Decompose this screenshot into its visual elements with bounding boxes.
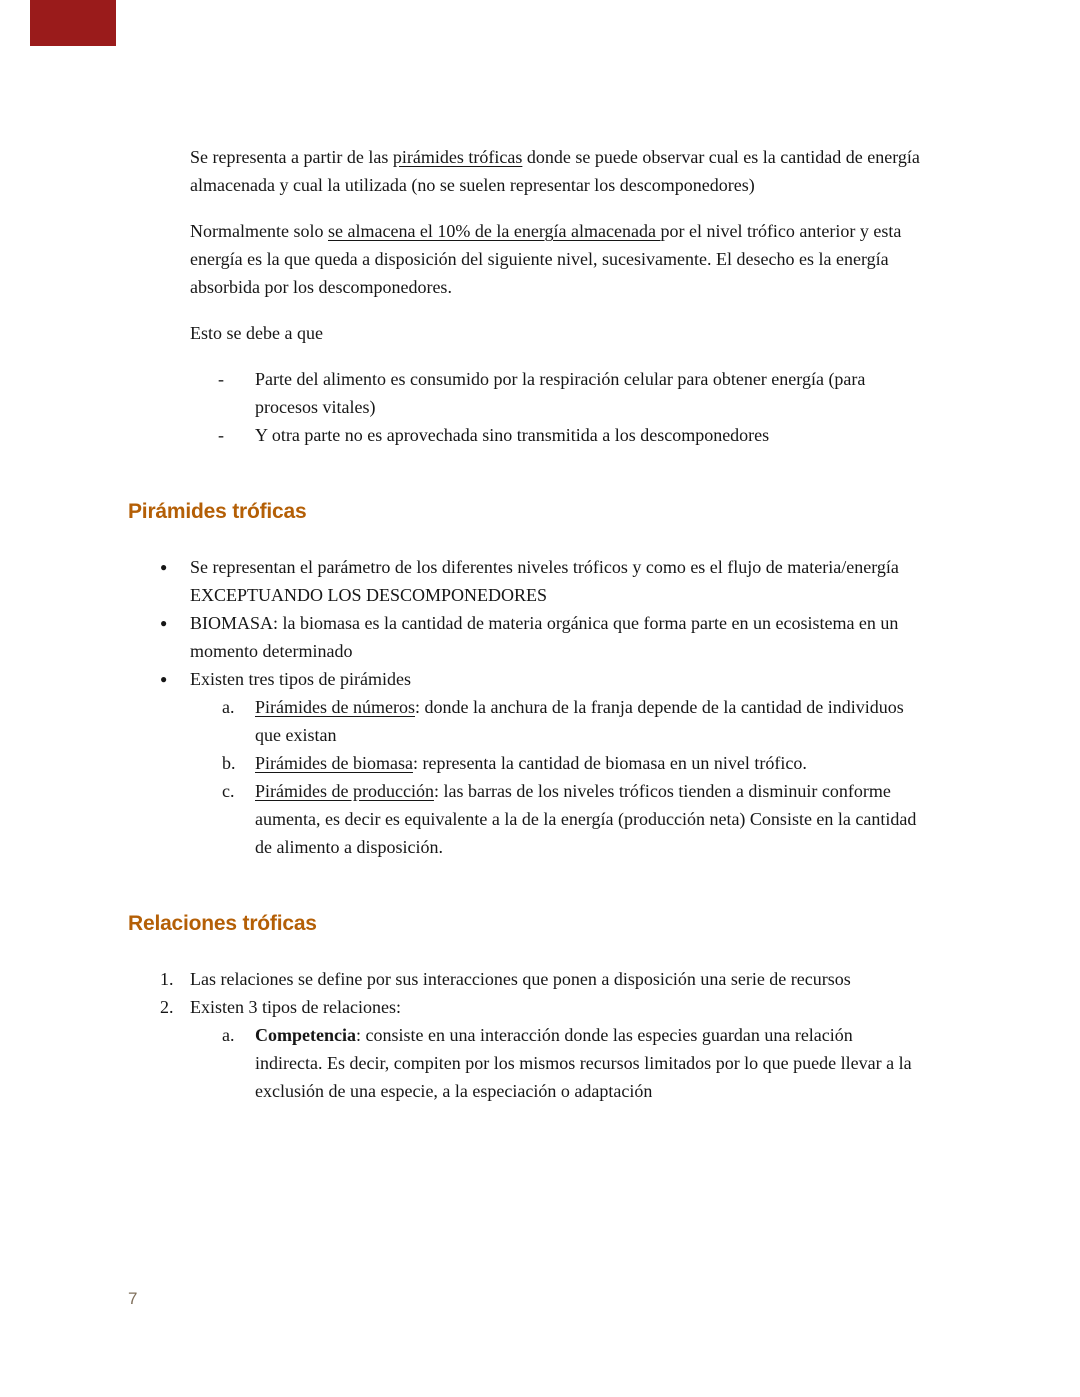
underlined-term: Pirámides de producción [255,781,434,801]
underlined-term: Pirámides de números [255,697,415,717]
list-item [218,365,950,421]
list-item-text: Las relaciones se define por sus interacciones que ponen a disposición una serie de recursos [190,969,851,989]
section-heading-piramides-troficas: Pirámides tróficas [128,500,307,523]
list-item-text: Existen 3 tipos de relaciones: [190,997,401,1017]
list-item [218,421,950,449]
list-item [160,553,960,609]
text-run: por el nivel trófico anterior y esta energía es la que queda a disposición del siguiente nivel, sucesivamente. El desecho es la energía absorbida por los descomponedores. [190,221,902,297]
letter-marker: c. [222,781,235,801]
list-item [160,993,960,1021]
list-item [160,609,960,665]
letter-marker: b. [222,753,236,773]
page-number: 7 [128,1289,138,1308]
underlined-text: pirámides tróficas [392,147,523,167]
document-content [128,143,960,1105]
dash-marker: - [218,425,224,445]
bullet-marker: ● [160,672,168,686]
number-marker: 1. [160,969,174,989]
bullet-marker: ● [160,560,168,574]
list-item-text [255,777,923,861]
letter-marker: a. [222,1025,235,1045]
list-item-text: Se representan el parámetro de los diferentes niveles tróficos y como es el flujo de materia/energía EXCEPTUANDO LOS DESCOMPONEDORES [190,557,899,605]
number-marker: 2. [160,997,174,1017]
lettered-sublist [222,1021,928,1105]
bold-term: Competencia [255,1025,356,1045]
list-item [160,965,960,993]
list-item [222,777,928,861]
paragraph-intro-2 [190,217,948,301]
text-run: : las barras de los niveles tróficos tienden a disminuir conforme aumenta, es decir es equivalente a la de la energía (producción neta) Consiste en la cantidad de alimento a disposición. [255,781,917,857]
list-item [160,665,960,693]
section-heading-relaciones-troficas: Relaciones tróficas [128,912,317,935]
bullet-list [160,553,960,861]
underlined-term: Pirámides de biomasa [255,753,413,773]
list-item [222,1021,928,1105]
list-item-text [255,1021,923,1105]
list-item [222,693,928,749]
text-run: Normalmente solo [190,221,328,241]
letter-marker: a. [222,697,235,717]
list-item-text [255,693,923,749]
paragraph-intro-3: Esto se debe a que [190,323,323,343]
dash-marker: - [218,369,224,389]
list-item-text: Existen tres tipos de pirámides [190,669,411,689]
list-item [222,749,928,777]
dash-list [218,365,950,449]
text-run: : donde la anchura de la franja depende de la cantidad de individuos que existan [255,697,904,745]
lettered-sublist [222,693,928,861]
bullet-marker: ● [160,616,168,630]
text-run: donde se puede observar cual es la cantidad de energía almacenada y cual la utilizada (no se suelen representar los descomponedores) [190,147,920,195]
list-item-text [255,749,923,777]
paragraph-intro-1 [190,143,948,199]
list-item-text: Parte del alimento es consumido por la respiración celular para obtener energía (para procesos vitales) [255,369,866,417]
list-item-text: BIOMASA: la biomasa es la cantidad de materia orgánica que forma parte en un ecosistema en un momento determinado [190,613,899,661]
corner-flag [30,0,116,46]
numbered-list [160,965,960,1105]
list-item-text: Y otra parte no es aprovechada sino transmitida a los descomponedores [255,425,770,445]
text-run: : consiste en una interacción donde las especies guardan una relación indirecta. Es decir, compiten por los mismos recursos limitados por lo que puede llevar a la exclusión de una especie, a la especiación o adaptación [255,1025,912,1101]
text-run: : representa la cantidad de biomasa en un nivel trófico. [412,753,807,773]
underlined-text: se almacena el 10% de la energía almacenada [327,221,661,241]
text-run: Se representa a partir de las [190,147,393,167]
